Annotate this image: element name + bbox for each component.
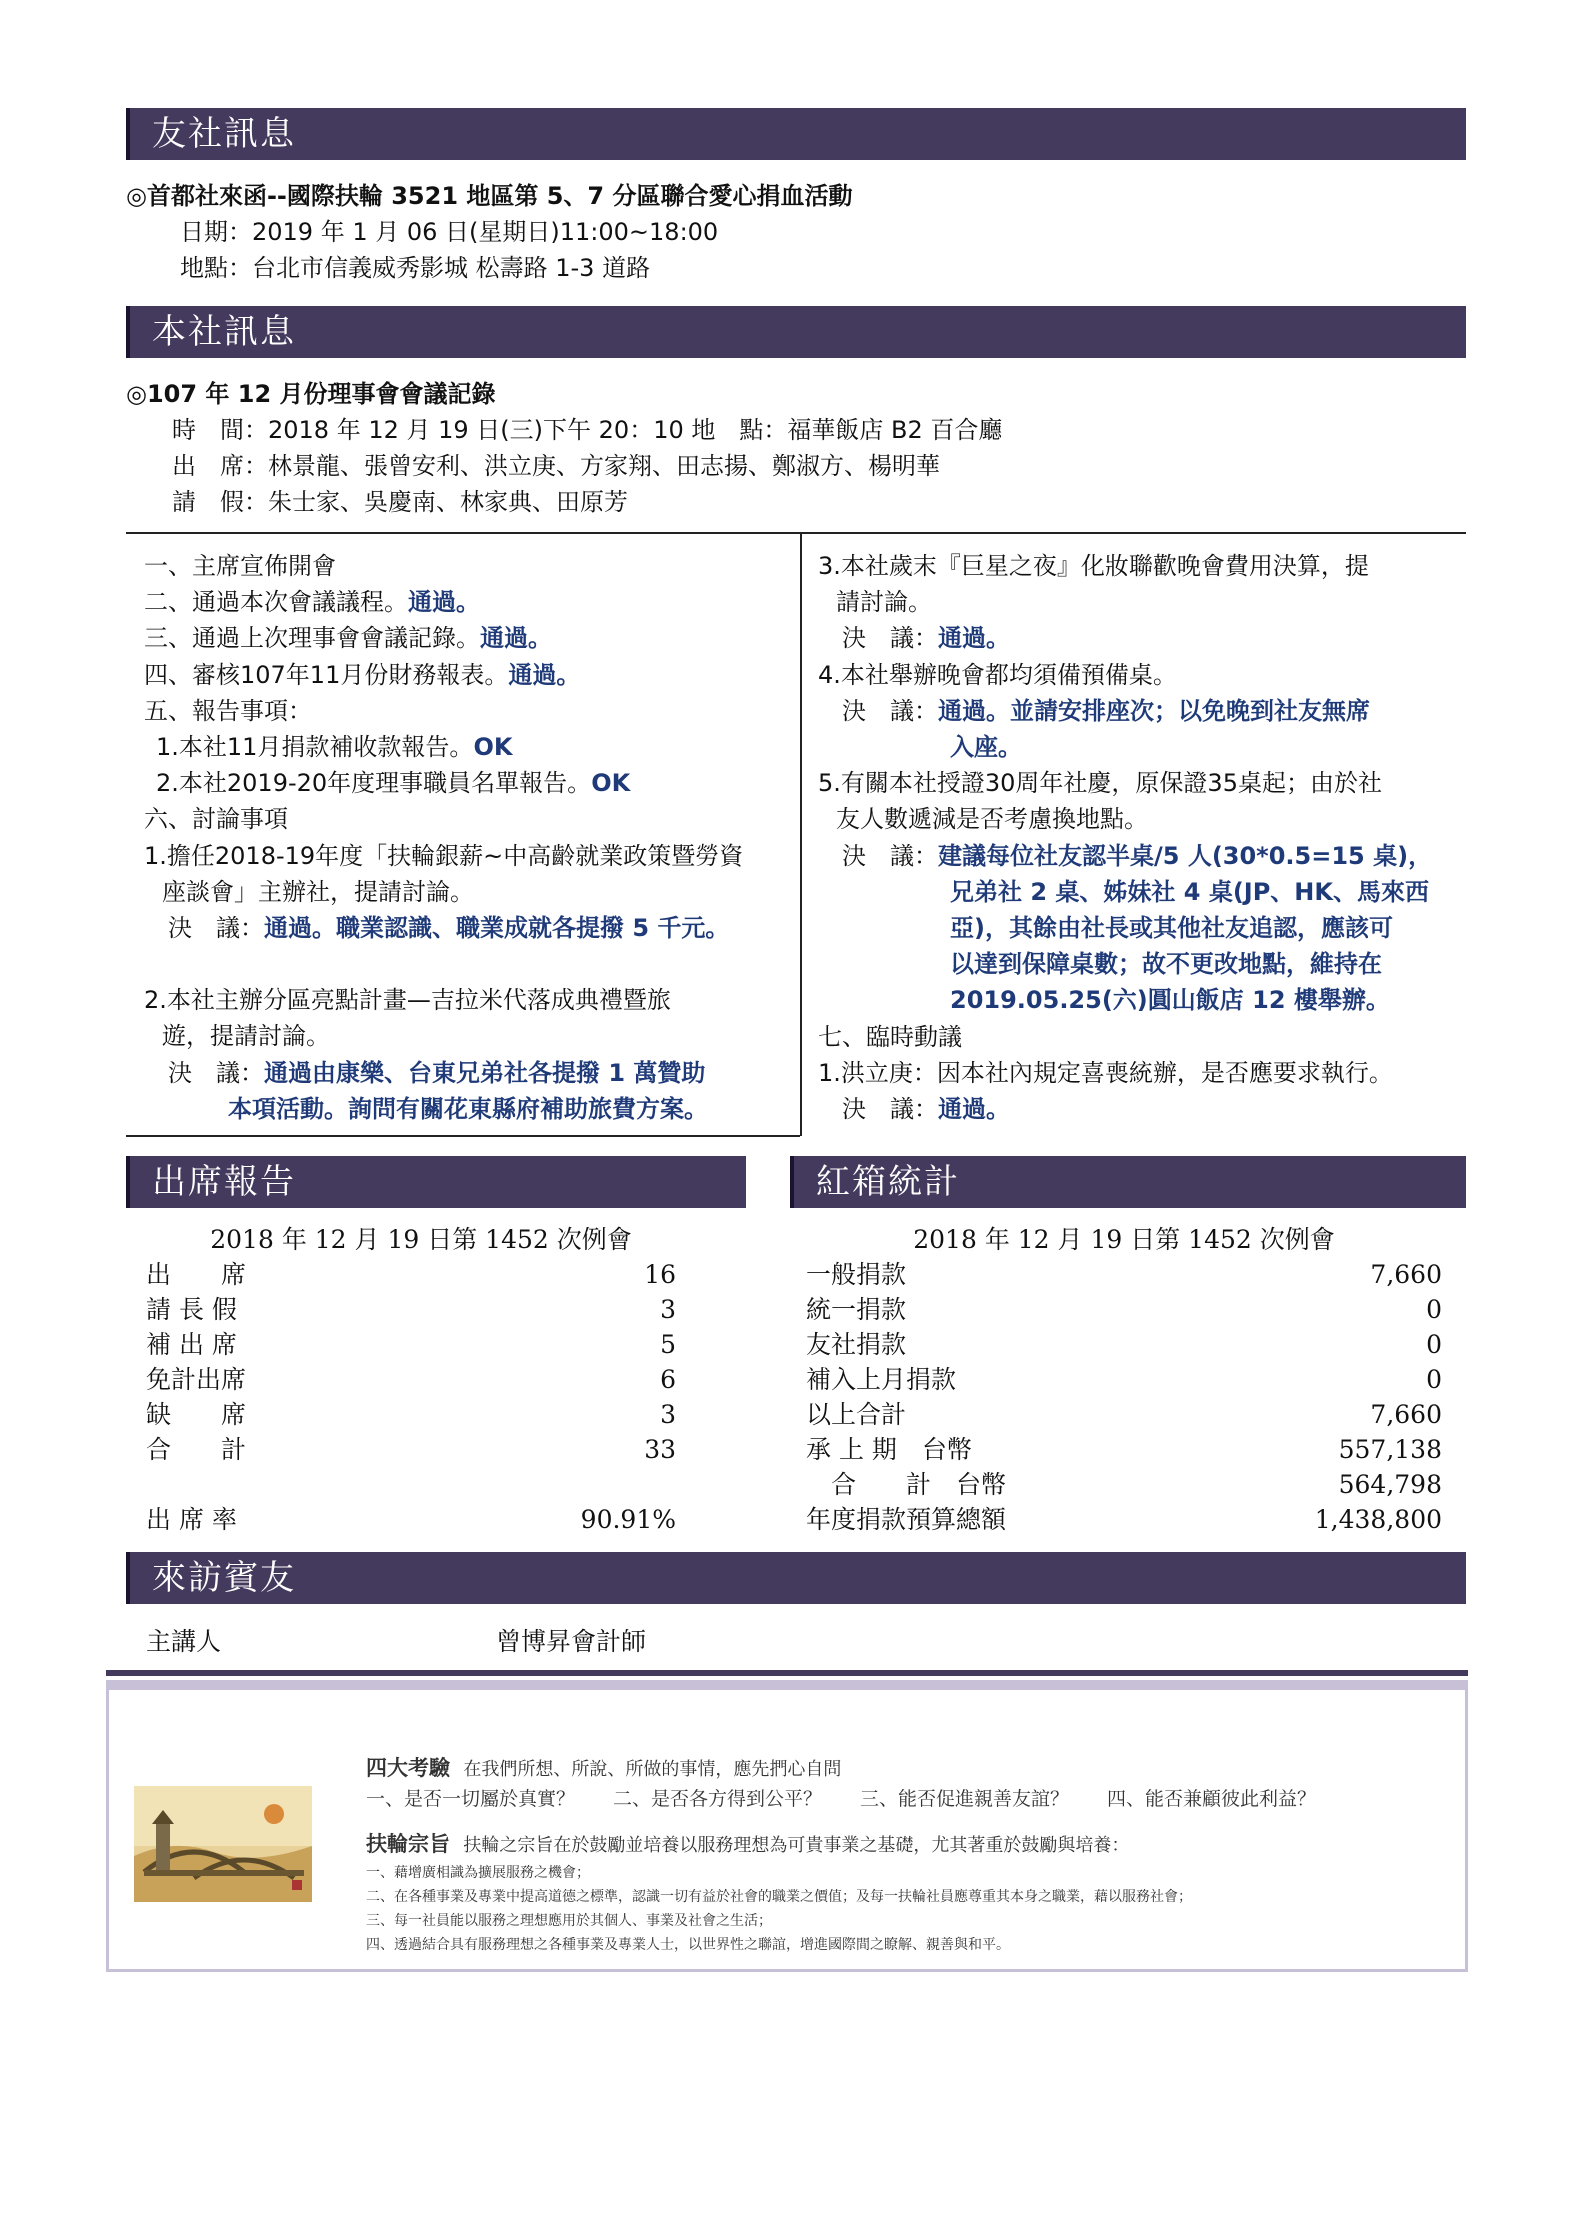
minutes-item: 1.洪立庚：因本社內規定喜喪統辦，是否應要求執行。 bbox=[818, 1058, 1393, 1087]
minutes-item: 2.本社主辦分區亮點計畫—吉拉米代落成典禮暨旅 bbox=[144, 986, 671, 1015]
meeting-title: ◎107 年 12 月份理事會會議記錄 bbox=[126, 380, 496, 408]
section-header-red-box: 紅箱統計 bbox=[790, 1156, 1466, 1208]
minutes-item: 二、通過本次會議議程。通過。 bbox=[144, 588, 480, 617]
red-box-table bbox=[806, 1222, 1442, 1537]
minutes-item: 遊，提請討論。 bbox=[162, 1022, 330, 1051]
minutes-item: 4.本社舉辦晚會都均須備預備桌。 bbox=[818, 660, 1177, 689]
table-row: 請 長 假 3 bbox=[146, 1295, 676, 1324]
minutes-item: 決 議：通過。職業認識、職業成就各提撥 5 千元。 bbox=[168, 914, 730, 943]
table-row: 友社捐款 0 bbox=[806, 1330, 1442, 1359]
attendance-heading: 2018 年 12 月 19 日第 1452 次例會 bbox=[210, 1225, 632, 1254]
footer-band-light bbox=[106, 1680, 1468, 1690]
rotary-object-item: 二、在各種事業及專業中提高道德之標準，認識一切有益於社會的職業之價值；及每一扶輪社員應尊重其本身之職業，藉以服務社會； bbox=[366, 1889, 1192, 1905]
minutes-item: 決 議：通過由康樂、台東兄弟社各提撥 1 萬贊助 bbox=[168, 1058, 706, 1087]
minutes-bottom-rule bbox=[126, 1135, 800, 1137]
minutes-item: 一、主席宣佈開會 bbox=[144, 552, 336, 580]
visitor-label: 主講人 bbox=[146, 1627, 222, 1656]
minutes-item: 請討論。 bbox=[836, 588, 932, 617]
rotary-objects: 扶輪宗旨 扶輪之宗旨在於鼓勵並培養以服務理想為可貴事業之基礎，尤其著重於鼓勵與培養： bbox=[366, 1831, 1130, 1856]
minutes-item: 本項活動。詢問有關花東縣府補助旅費方案。 bbox=[228, 1094, 708, 1123]
minutes-item: 決 議：通過。並請安排座次；以免晚到社友無席 bbox=[842, 696, 1370, 725]
table-row: 一般捐款 7,660 bbox=[806, 1260, 1442, 1289]
minutes-item: 四、審核107年11月份財務報表。通過。 bbox=[144, 660, 581, 689]
rotary-object-item: 一、藉增廣相識為擴展服務之機會； bbox=[366, 1865, 590, 1881]
table-row: 以上合計 7,660 bbox=[806, 1400, 1442, 1429]
section-header-visitors: 來訪賓友 bbox=[126, 1552, 1466, 1604]
minutes-item: 五、報告事項： bbox=[144, 696, 312, 725]
minutes-item: 3.本社歲末『巨星之夜』化妝聯歡晚會費用決算，提 bbox=[818, 552, 1369, 580]
minutes-item: 六、討論事項 bbox=[144, 805, 288, 834]
table-row: 統一捐款 0 bbox=[806, 1295, 1442, 1324]
minutes-item: 1.擔任2018-19年度「扶輪銀薪~中高齡就業政策暨勞資 bbox=[144, 841, 744, 870]
minutes-item: 七、臨時動議 bbox=[818, 1022, 962, 1051]
minutes-item: 以達到保障桌數；故不更改地點，維持在 bbox=[950, 950, 1382, 979]
section-header-friend-club: 友社訊息 bbox=[126, 108, 1466, 160]
minutes-item: 座談會」主辦社，提請討論。 bbox=[162, 877, 474, 906]
rotary-object-item: 三、每一社員能以服務之理想應用於其個人、事業及社會之生活； bbox=[366, 1913, 772, 1929]
minutes-item: 三、通過上次理事會會議記錄。通過。 bbox=[144, 624, 552, 653]
table-row: 缺 席 3 bbox=[146, 1400, 676, 1429]
spacer bbox=[144, 946, 794, 982]
table-row: 出 席 16 bbox=[146, 1260, 676, 1289]
meeting-time: 時 間：2018 年 12 月 19 日(三)下午 20：10 地 點：福華飯店 B2 百合廳 bbox=[172, 416, 1003, 444]
visitor-name: 曾博昇會計師 bbox=[496, 1627, 647, 1656]
minutes-item: 決 議：通過。 bbox=[842, 1095, 1010, 1124]
table-row: 合 計 台幣 564,798 bbox=[806, 1470, 1442, 1499]
table-row: 補 出 席 5 bbox=[146, 1330, 676, 1359]
spacer bbox=[146, 1467, 676, 1502]
minutes-item: 決 議：建議每位社友認半桌/5 人(30*0.5=15 桌)， bbox=[842, 841, 1433, 870]
attendance-table bbox=[146, 1222, 676, 1537]
meeting-present: 出 席：林景龍、張曾安利、洪立庚、方家翔、田志揚、鄭淑方、楊明華 bbox=[172, 452, 940, 480]
friend-notice-title: ◎首都社來函--國際扶輪 3521 地區第 5、7 分區聯合愛心捐血活動 bbox=[126, 182, 853, 210]
minutes-right-column bbox=[818, 548, 1458, 1127]
minutes-item: 決 議：通過。 bbox=[842, 624, 1010, 653]
minutes-top-rule bbox=[126, 532, 1466, 534]
minutes-left-column bbox=[144, 548, 794, 1127]
section-header-our-club: 本社訊息 bbox=[126, 306, 1466, 358]
bridge-landscape-illustration bbox=[134, 1786, 312, 1902]
rotary-object-item: 四、透過結合具有服務理想之各種事業及專業人士，以世界性之聯誼，增進國際間之瞭解、親善與和平。 bbox=[366, 1937, 1010, 1953]
table-row: 補入上月捐款 0 bbox=[806, 1365, 1442, 1394]
table-row: 免計出席 6 bbox=[146, 1365, 676, 1394]
footer-band-dark bbox=[106, 1670, 1468, 1676]
minutes-item: 入座。 bbox=[950, 733, 1022, 762]
friend-notice-date: 日期：2019 年 1 月 06 日(星期日)11:00~18:00 bbox=[180, 218, 719, 246]
four-way-test-items: 一、是否一切屬於真實？ 二、是否各方得到公平？ 三、能否促進親善友誼？ 四、能否兼顧彼此利益？ bbox=[366, 1788, 1317, 1810]
minutes-item: 友人數遞減是否考慮換地點。 bbox=[836, 805, 1148, 834]
section-header-attendance: 出席報告 bbox=[126, 1156, 746, 1208]
minutes-column-divider bbox=[800, 532, 802, 1136]
red-box-heading: 2018 年 12 月 19 日第 1452 次例會 bbox=[913, 1225, 1335, 1254]
minutes-item: 2019.05.25(六)圓山飯店 12 樓舉辦。 bbox=[950, 986, 1390, 1015]
attendance-rate-row: 出 席 率 90.91% bbox=[146, 1505, 676, 1534]
minutes-item: 兄弟社 2 桌、姊妹社 4 桌(JP、HK、馬來西 bbox=[950, 877, 1429, 906]
table-row: 合 計 33 bbox=[146, 1435, 676, 1464]
minutes-item: 亞)，其餘由社長或其他社友追認，應該可 bbox=[950, 914, 1393, 943]
table-row: 承 上 期 台幣 557,138 bbox=[806, 1435, 1442, 1464]
minutes-item: 5.有關本社授證30周年社慶，原保證35桌起；由於社 bbox=[818, 769, 1382, 798]
minutes-item: 1.本社11月捐款補收款報告。OK bbox=[156, 733, 513, 762]
minutes-item: 2.本社2019-20年度理事職員名單報告。OK bbox=[156, 769, 631, 798]
meeting-leave: 請 假：朱士家、吳慶南、林家典、田原芳 bbox=[172, 488, 628, 516]
four-way-test: 四大考驗 在我們所想、所說、所做的事情，應先捫心自問 bbox=[366, 1755, 842, 1780]
table-row: 年度捐款預算總額 1,438,800 bbox=[806, 1505, 1442, 1534]
friend-notice-place: 地點：台北市信義威秀影城 松壽路 1-3 道路 bbox=[180, 254, 651, 282]
